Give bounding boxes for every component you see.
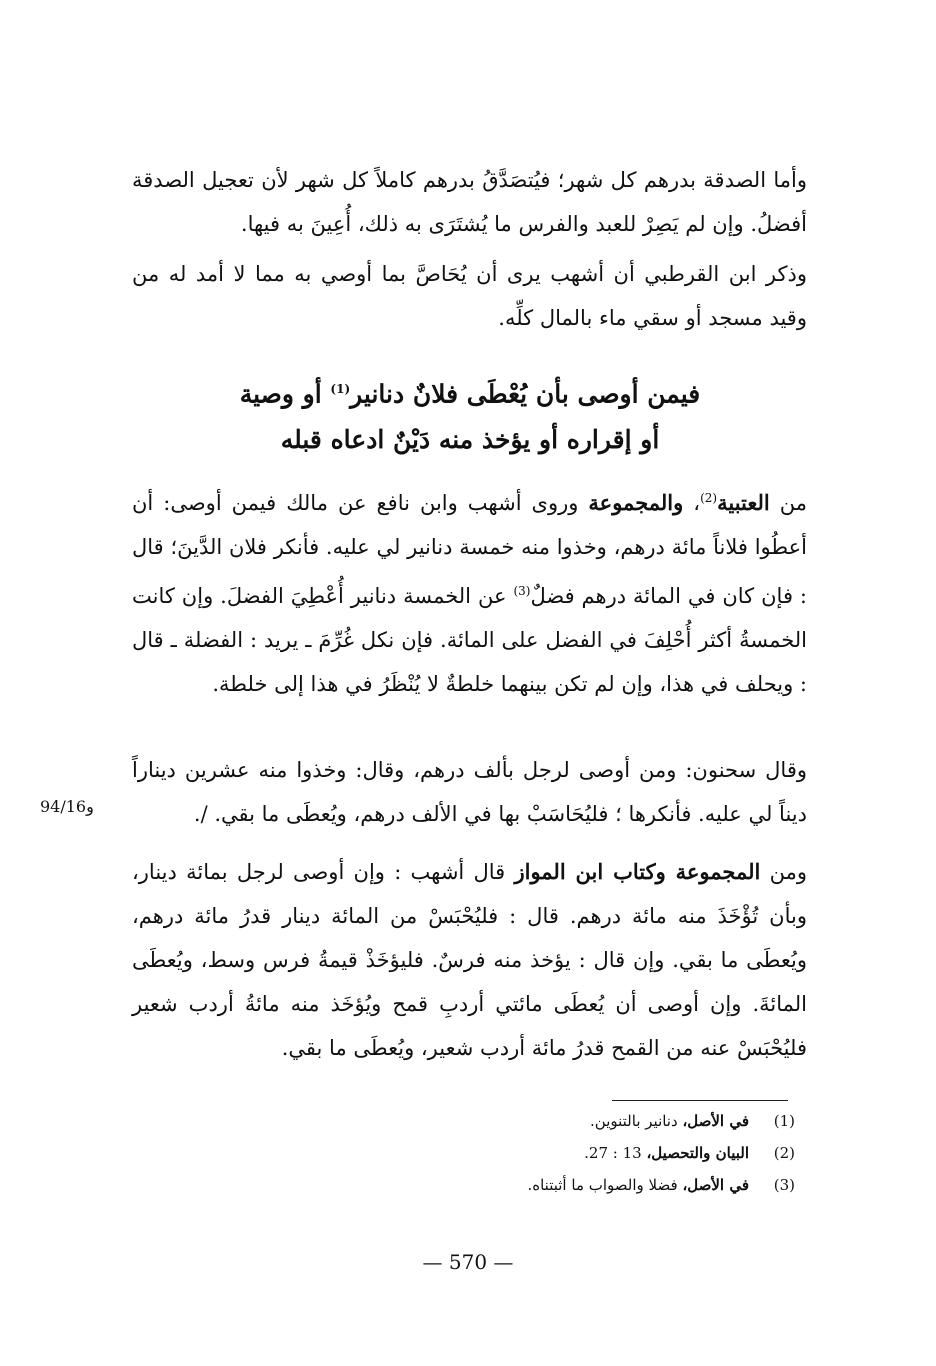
footnote-bold: في الأصل، — [682, 1112, 749, 1130]
para3-text-c: ، — [683, 491, 701, 515]
footnote-1 — [420, 1112, 795, 1144]
footnote-text — [584, 1144, 755, 1162]
footnote-rest: 13 : 27. — [584, 1144, 647, 1162]
footnote-number: (1) — [773, 1112, 795, 1130]
paragraph-ibn-qurtubi: وذكر ابن القرطبي أن أشهب يرى أن يُحَاصَّ بما أوصي به مما لا أمد له من وقيد مسجد أو سقي ماء بالمال كلِّه. — [132, 262, 807, 330]
footnote-rest: دنانير بالتنوين. — [590, 1112, 683, 1130]
para5-text-a: ومن — [760, 860, 807, 884]
heading-text-a: فيمن أوصى بأن يُعْطَى فلانٌ دنانير — [350, 379, 701, 409]
footnote-ref-3: (3) — [513, 584, 531, 598]
footnote-ref-2: (2) — [700, 491, 718, 505]
footnote-bold: في الأصل، — [682, 1176, 749, 1194]
margin-folio-note: 94/16و — [40, 797, 94, 816]
paragraph-sahnun: وقال سحنون: ومن أوصى لرجل بألف درهم، وقال: وخذوا منه عشرين ديناراً ديناً لي عليه. فأنكرها ؛ فليُحَاسَبْ بها في الألف درهم، ويُعطَى ما بقي. /. — [132, 758, 807, 826]
heading-text-b: أو وصية — [239, 379, 331, 409]
footnote-bold: البيان والتحصيل، — [646, 1144, 749, 1162]
para3-text-e: عن الخمسة دنانير أُعْطِيَ الفضلَ. وإن كانت الخمسةُ أكثر أُحْلِفَ في الفضل على المائة. فإن نكل غُرِّمَ ـ يريد : الفضلة ـ قال : ويحلف في هذا، وإن لم تكن بينهما خلطةٌ لا يُنْظَرُ في هذا إلى خلطة. — [132, 584, 807, 696]
source-name-majmua-mawwaz: المجموعة وكتاب ابن المواز — [514, 859, 761, 884]
footnote-divider — [612, 1100, 788, 1101]
section-heading — [140, 366, 800, 463]
footnote-text — [590, 1112, 755, 1130]
source-name-utbiyya: العتبية — [717, 490, 770, 515]
section-heading-line-2: أو إقراره أو يؤخذ منه دَيْنٌ ادعاه قبله — [280, 425, 660, 455]
page-number: — 570 — — [422, 1250, 514, 1274]
footnote-ref-1: (1) — [330, 382, 351, 396]
para3-text-a: من — [769, 491, 807, 515]
para5-text-c: قال أشهب : وإن أوصى لرجل بمائة دينار، وبأن تُؤْخَذَ منه مائة درهم. قال : فليُحْبَسْ من المائة دينار قدرُ مائة درهم، ويُعطَى ما بقي. وإن قال : يؤخذ منه فرسٌ. فليؤخَذْ قيمةُ فرس وسط، ويُعطَى المائةَ. وإن أوصى أن يُعطَى مائتي أردبِ قمح ويُؤخَذ منه مائةُ أردب شعير فليُحْبَسْ عنه من القمح قدرُ مائة أردب شعير، ويُعطَى ما بقي. — [132, 860, 807, 1060]
paragraph-utbiyya — [132, 476, 807, 706]
footnote-number: (2) — [773, 1144, 795, 1162]
footnote-2 — [420, 1144, 795, 1176]
footnote-rest: فضلا والصواب ما أثبتناه. — [527, 1176, 683, 1194]
footnote-text — [527, 1176, 755, 1194]
paragraph-majmua-ibn-mawwaz — [132, 850, 807, 1070]
footnotes — [420, 1112, 795, 1208]
para3-text-d: وروى أشهب وابن نافع عن مالك فيمن أوصى: أن أعطُوا فلاناً مائة درهم، وخذوا منه خمسة دنانير لي عليه. فأنكر فلان الدَّينَ؛ قال : فإن كان في المائة درهم فضلٌ — [132, 491, 808, 608]
section-heading-line-1 — [140, 366, 800, 417]
footnote-number: (3) — [773, 1176, 795, 1194]
footnote-3 — [420, 1176, 795, 1208]
source-name-majmua: والمجموعة — [588, 490, 684, 515]
paragraph-charity: وأما الصدقة بدرهم كل شهر؛ فيُتصَدَّقُ بدرهم كاملاً كل شهر لأن تعجيل الصدقة أفضلُ. وإن لم يَصِرْ للعبد والفرس ما يُشتَرَى به ذلك، أُعِينَ به فيها. — [132, 168, 807, 236]
